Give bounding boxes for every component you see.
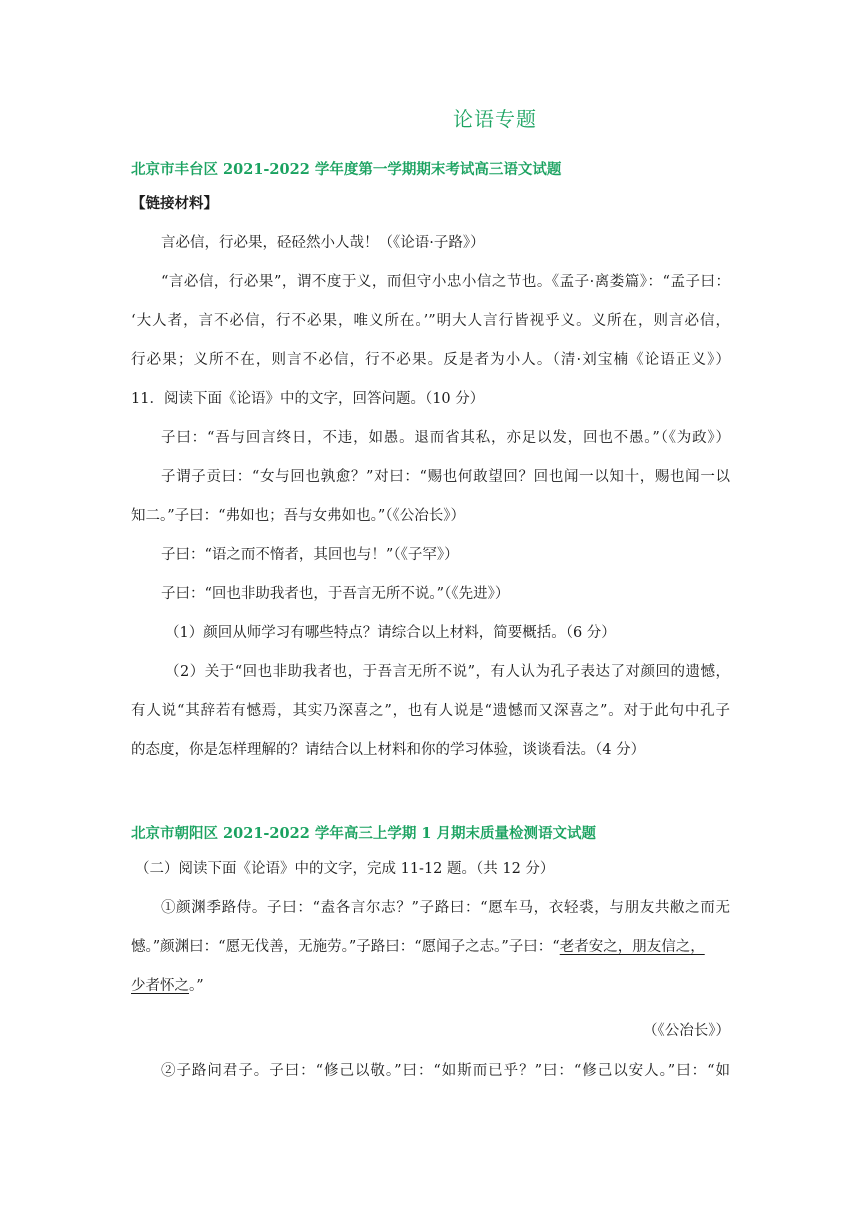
sub-question-1: （1）颜回从师学习有哪些特点？请综合以上材料，简要概括。（6 分） xyxy=(165,625,616,641)
material-commentary-line: “言必信，行必果”，谓不度于义，而但守小忠小信之节也。《孟子·离娄篇》：“孟子曰： xyxy=(161,274,730,290)
page-title: 论语专题 xyxy=(453,107,537,131)
material-commentary-line: 行必果；义所不在，则言不必信，行不必果。反是者为小人。（清·刘宝楠《论语正义》） xyxy=(131,352,730,368)
passage-text: 憾。”颜渊曰：“愿无伐善，无施劳。”子路曰：“愿闻子之志。”子曰：“ xyxy=(131,939,560,955)
section-intro: （二）阅读下面《论语》中的文字，完成 11-12 题。（共 12 分） xyxy=(135,861,555,877)
question-11: 11．阅读下面《论语》中的文字，回答问题。（10 分） xyxy=(131,391,485,407)
text-passage xyxy=(131,979,730,994)
text-passage: 子曰：“语之而不惰者，其回也与！”（《子罕》） xyxy=(161,547,459,563)
text-passage: 子谓子贡曰：“女与回也孰愈？”对曰：“赐也何敢望回？回也闻一以知十，赐也闻一以 xyxy=(161,469,730,485)
sub-question-2: 的态度，你是怎样理解的？请结合以上材料和你的学习体验，谈谈看法。（4 分） xyxy=(131,742,646,758)
material-quote: 言必信，行必果，硁硁然小人哉！（《论语·子路》） xyxy=(161,235,485,251)
citation: （《公冶长》） xyxy=(643,1023,730,1039)
underlined-text: 少者怀之 xyxy=(131,978,189,994)
sub-question-2: （2）关于“回也非助我者也，于吾言无所不说”，有人认为孔子表达了对颜回的遗憾， xyxy=(165,664,730,680)
underlined-text: 老者安之，朋友信之， xyxy=(559,939,705,955)
link-material-heading: 【链接材料】 xyxy=(131,195,218,212)
text-passage: 子曰：“吾与回言终日，不违，如愚。退而省其私，亦足以发，回也不愚。”（《为政》） xyxy=(161,430,730,446)
passage-text: 。” xyxy=(189,978,204,994)
text-passage xyxy=(131,940,730,955)
text-passage: ①颜渊季路侍。子曰：“盍各言尔志？”子路曰：“愿车马，衣轻裘，与朋友共敝之而无 xyxy=(161,900,730,916)
material-commentary-line: ‘大人者，言不必信，行不必果，唯义所在。’”明大人言行皆视乎义。义所在，则言必信， xyxy=(131,313,730,329)
source-heading-chaoyang: 北京市朝阳区 2021-2022 学年高三上学期 1 月期末质量检测语文试题 xyxy=(131,825,597,842)
text-passage: 子曰：“回也非助我者也，于吾言无所不说。”（《先进》） xyxy=(161,586,510,602)
text-passage: 知二。”子曰：“弗如也；吾与女弗如也。”（《公冶长》） xyxy=(131,508,465,524)
source-heading-fengtai: 北京市丰台区 2021-2022 学年度第一学期期末考试高三语文试题 xyxy=(131,161,562,178)
text-passage: ②子路问君子。子曰：“修己以敬。”曰：“如斯而已乎？”曰：“修己以安人。”曰：“如 xyxy=(161,1063,730,1079)
sub-question-2: 有人说“其辞若有憾焉，其实乃深喜之”，也有人说是“遗憾而又深喜之”。对于此句中孔子 xyxy=(131,703,730,719)
